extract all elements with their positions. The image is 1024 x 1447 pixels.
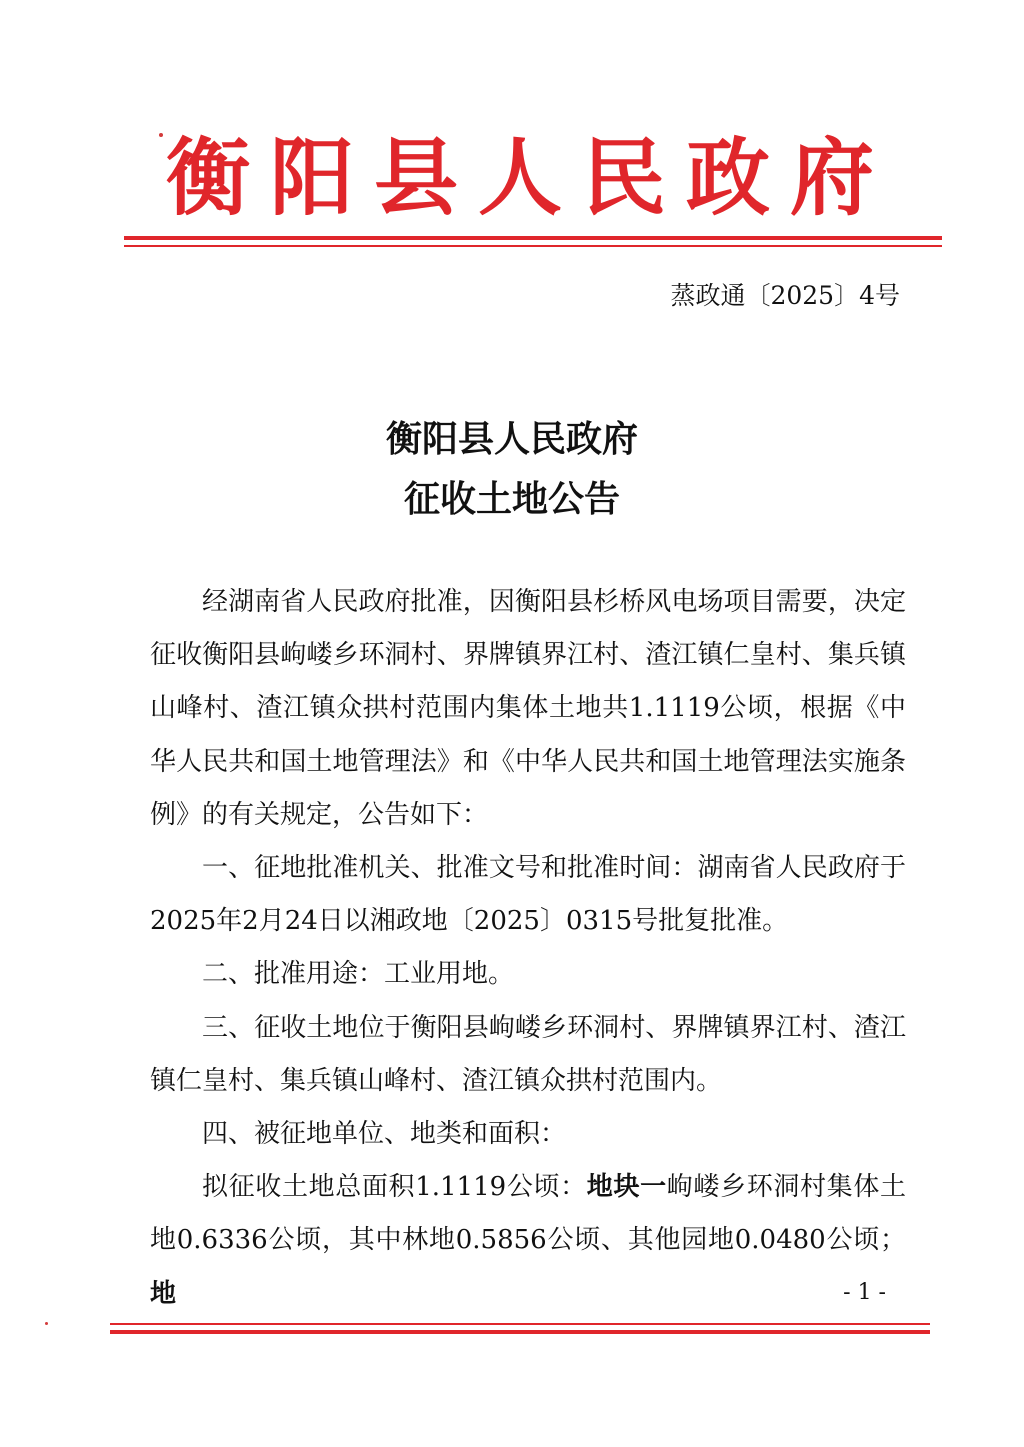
paragraph-location: 三、征收土地位于衡阳县岣嵝乡环洞村、界牌镇界江村、渣江镇仁皇村、集兵镇山峰村、渣江镇众拱村范围内。 — [150, 1012, 906, 1096]
paragraph-intro: 经湖南省人民政府批准，因衡阳县杉桥风电场项目需要，决定征收衡阳县岣嵝乡环洞村、界牌镇界江村、渣江镇仁皇村、集兵镇山峰村、渣江镇众拱村范围内集体土地共1.1119公顷，根据《中华人民共和国土地管理法》和《中华人民共和国土地管理法实施条例》的有关规定，公告如下： — [150, 587, 906, 830]
footer-rule-thick — [110, 1330, 930, 1334]
paragraph-area-details — [150, 1161, 906, 1321]
plot-two-label-start: 地 — [150, 1278, 177, 1309]
notice-title-line1: 衡阳县人民政府 — [385, 418, 638, 460]
notice-title-line2: 征收土地公告 — [403, 478, 620, 520]
area-total: 拟征收土地总面积1.1119公顷： — [202, 1172, 587, 1203]
header-rule-thin — [124, 245, 942, 247]
paragraph-units-heading: 四、被征地单位、地类和面积： — [202, 1119, 567, 1150]
paragraph-approval: 一、征地批准机关、批准文号和批准时间：湖南省人民政府于2025年2月24日以湘政地〔2025〕0315号批复批准。 — [150, 853, 906, 937]
plot-one-details: 岣嵝乡环洞村集体土地0.6336公顷，其中林地0.5856公顷、其他园地0.0480公顷； — [150, 1172, 906, 1256]
scan-speck — [159, 133, 163, 137]
plot-one-label: 地块一 — [586, 1172, 667, 1203]
paragraph-usage: 二、批准用途：工业用地。 — [202, 959, 515, 990]
scan-speck — [45, 1322, 48, 1325]
document-number: 蒸政通〔2025〕4号 — [670, 281, 900, 310]
page-number: - 1 - — [843, 1280, 886, 1305]
masthead-title: 衡阳县人民政府 — [165, 128, 894, 227]
footer-rule-thin — [110, 1323, 930, 1325]
header-rule-thick — [124, 236, 942, 240]
notice-body — [150, 576, 906, 1321]
